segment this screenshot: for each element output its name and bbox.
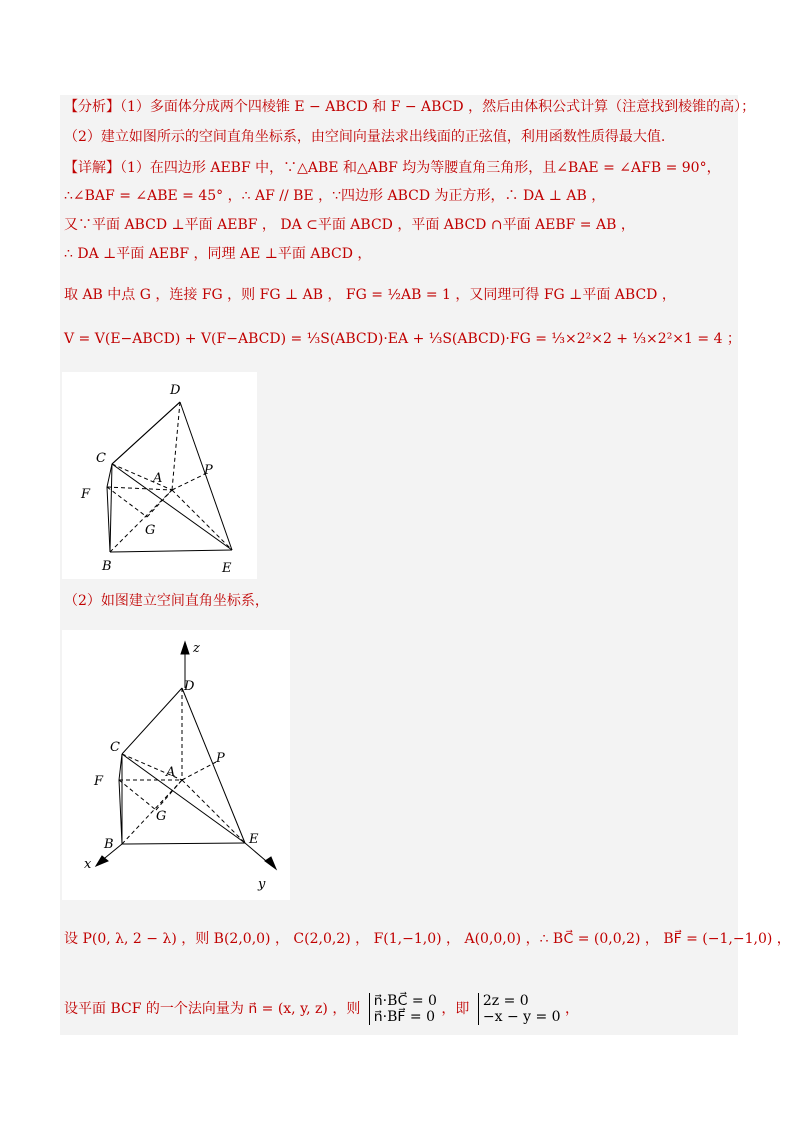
fig2-label-y: y bbox=[258, 877, 266, 892]
fig2-label-a: A bbox=[166, 765, 176, 780]
part2-heading: （2）如图建立空间直角坐标系， bbox=[64, 593, 269, 609]
normal-vector-ie: ，即 bbox=[441, 1001, 470, 1017]
fig1-label-f: F bbox=[81, 487, 91, 502]
system-1-eq-1: n⃗·BC⃗ = 0 bbox=[373, 993, 437, 1009]
volume-formula: V = V(E−ABCD) + V(F−ABCD) = ⅓S(ABCD)·EA + ⅓S(ABCD)·FG = ⅓×2²×2 + ⅓×2²×1 = 4 ； bbox=[64, 331, 741, 347]
fig2-label-g: G bbox=[156, 809, 167, 824]
fig2-label-d: D bbox=[184, 679, 195, 694]
detail-line-2: ∴∠BAF = ∠ABE = 45° ，∴ AF // BE ，∵四边形 ABCD 为正方形，∴ DA ⊥ AB ， bbox=[64, 188, 606, 204]
detail-line-5: 取 AB 中点 G ，连接 FG ，则 FG ⊥ AB ， FG = ½AB = 1 ，又同理可得 FG ⊥平面 ABCD ， bbox=[64, 287, 676, 303]
coordinates-line: 设 P(0, λ, 2 − λ) ，则 B(2,0,0) ， C(2,0,2) ， F(1,−1,0) ， A(0,0,0) ，∴ BC⃗ = (0,0,2) ， BF⃗ = (−1,−1,0) ， bbox=[64, 931, 791, 947]
detail-line-1: 【详解】（1）在四边形 AEBF 中，∵△ABE 和△ABF 均为等腰直角三角形，且∠BAE = ∠AFB = 90°， bbox=[64, 160, 721, 176]
system-1 bbox=[369, 993, 437, 1025]
fig2-label-p: P bbox=[216, 751, 225, 766]
fig1-label-p: P bbox=[204, 463, 213, 478]
system-2-eq-2: −x − y = 0 bbox=[482, 1009, 561, 1025]
fig1-label-d: D bbox=[170, 383, 181, 398]
normal-vector-line bbox=[64, 993, 579, 1025]
normal-vector-end: ， bbox=[565, 1001, 580, 1017]
fig2-label-x: x bbox=[84, 857, 92, 872]
fig2-label-b: B bbox=[104, 837, 114, 852]
fig2-label-f: F bbox=[94, 774, 104, 789]
analysis-line-1: 【分析】（1）多面体分成两个四棱锥 E − ABCD 和 F − ABCD ，然后由体积公式计算（注意找到棱锥的高）； bbox=[64, 99, 756, 115]
analysis-line-2: （2）建立如图所示的空间直角坐标系，由空间向量法求出线面的正弦值，利用函数性质得最大值. bbox=[64, 129, 666, 145]
system-1-eq-2: n⃗·BF⃗ = 0 bbox=[373, 1009, 435, 1025]
fig2-label-c: C bbox=[110, 740, 120, 755]
figure-2 bbox=[62, 630, 290, 900]
system-2 bbox=[478, 993, 561, 1025]
normal-vector-intro: 设平面 BCF 的一个法向量为 n⃗ = (x, y, z) ，则 bbox=[64, 1001, 361, 1017]
fig1-label-g: G bbox=[145, 523, 156, 538]
system-2-eq-1: 2z = 0 bbox=[482, 993, 529, 1009]
detail-line-3: 又∵平面 ABCD ⊥平面 AEBF ， DA ⊂平面 ABCD ，平面 ABCD ∩平面 AEBF = AB ， bbox=[64, 217, 635, 233]
figure-1 bbox=[62, 372, 257, 579]
fig1-label-e: E bbox=[222, 561, 232, 576]
fig1-label-b: B bbox=[102, 559, 112, 574]
detail-line-4: ∴ DA ⊥平面 AEBF ，同理 AE ⊥平面 ABCD ， bbox=[64, 246, 372, 262]
fig1-label-a: A bbox=[153, 471, 163, 486]
fig2-label-e: E bbox=[249, 832, 259, 847]
fig2-label-z: z bbox=[193, 641, 200, 656]
fig1-label-c: C bbox=[96, 451, 106, 466]
